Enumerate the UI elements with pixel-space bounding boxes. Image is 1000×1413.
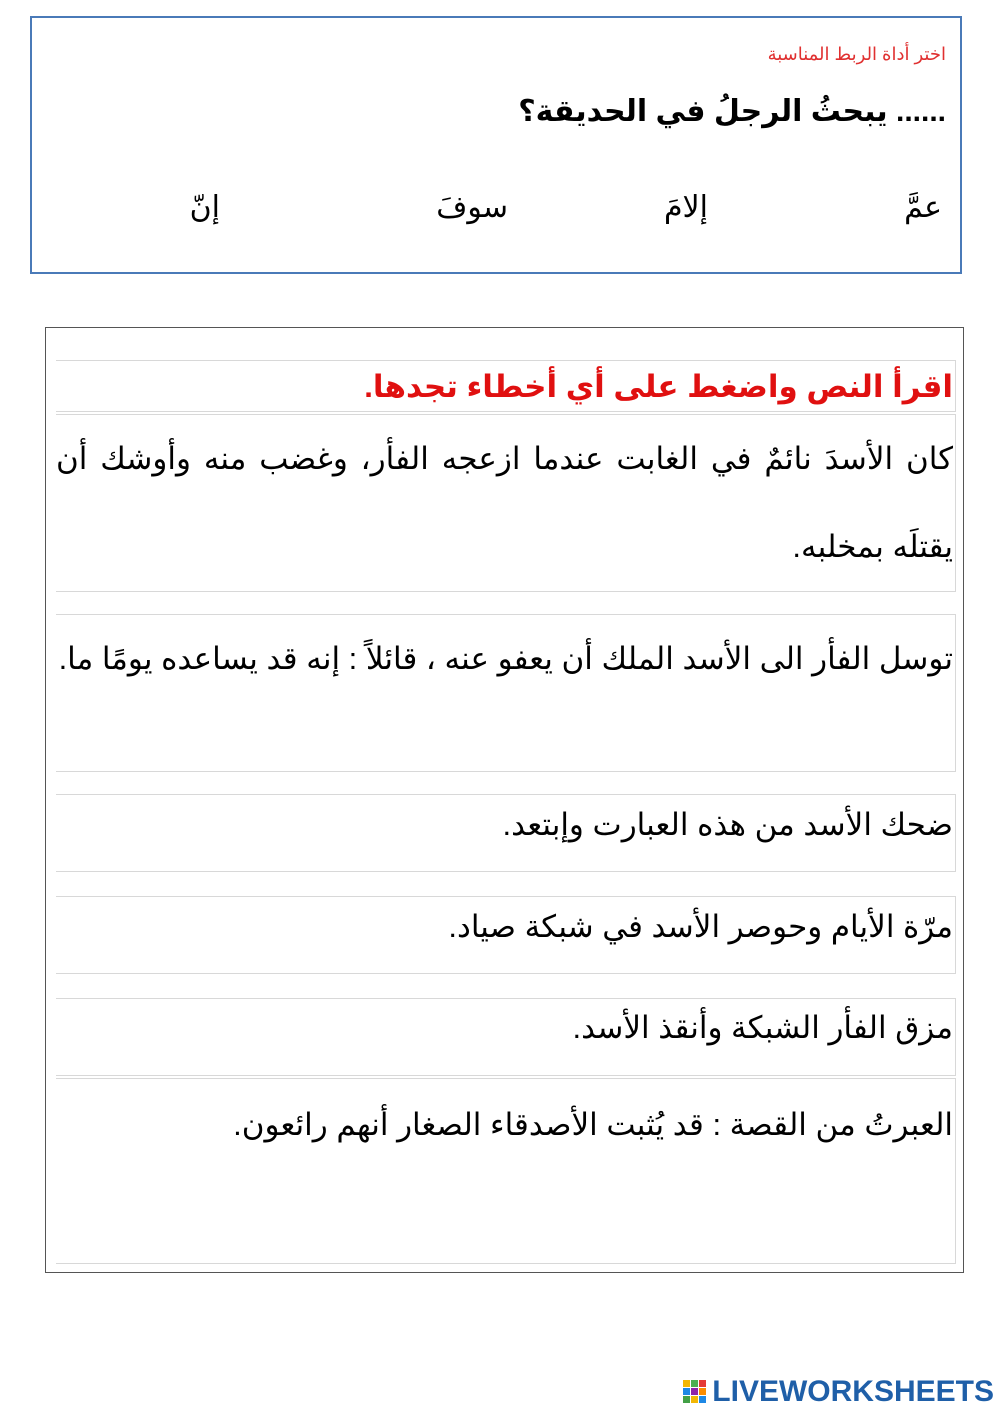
connector-exercise-box xyxy=(30,16,962,274)
liveworksheets-brand xyxy=(682,1375,994,1409)
brand-name: LIVEWORKSHEETS xyxy=(712,1375,994,1408)
find-errors-title: اقرأ النص واضغط على أي أخطاء تجدها. xyxy=(56,360,956,412)
option-inna[interactable]: إنّ xyxy=(189,191,220,224)
exercise-question: ...... يبحثُ الرجلُ في الحديقة؟ xyxy=(518,95,946,128)
option-ilama[interactable]: إلامَ xyxy=(663,191,708,224)
text-segment-2[interactable]: توسل الفأر الى الأسد الملك أن يعفو عنه ، قائلاً : إنه قد يساعده يومًا ما. xyxy=(56,614,956,772)
option-sawfa[interactable]: سوفَ xyxy=(436,191,508,224)
liveworksheets-logo-icon xyxy=(682,1378,708,1406)
text-segment-6[interactable]: العبرتُ من القصة : قد يُثبت الأصدقاء الصغار أنهم رائعون. xyxy=(56,1078,956,1264)
find-errors-exercise-box xyxy=(45,327,964,1273)
exercise-instruction: اختر أداة الربط المناسبة xyxy=(767,44,946,64)
text-segment-5[interactable]: مزق الفأر الشبكة وأنقذ الأسد. xyxy=(56,998,956,1076)
option-amma[interactable]: عمَّ xyxy=(904,191,942,224)
text-segment-3[interactable]: ضحك الأسد من هذه العبارت وإبتعد. xyxy=(56,794,956,872)
text-segment-1[interactable]: كان الأسدَ نائمٌ في الغابت عندما ازعجه الفأر، وغضب منه وأوشك أن يقتلَه بمخلبه. xyxy=(56,414,956,592)
text-segment-4[interactable]: مرّة الأيام وحوصر الأسد في شبكة صياد. xyxy=(56,896,956,974)
